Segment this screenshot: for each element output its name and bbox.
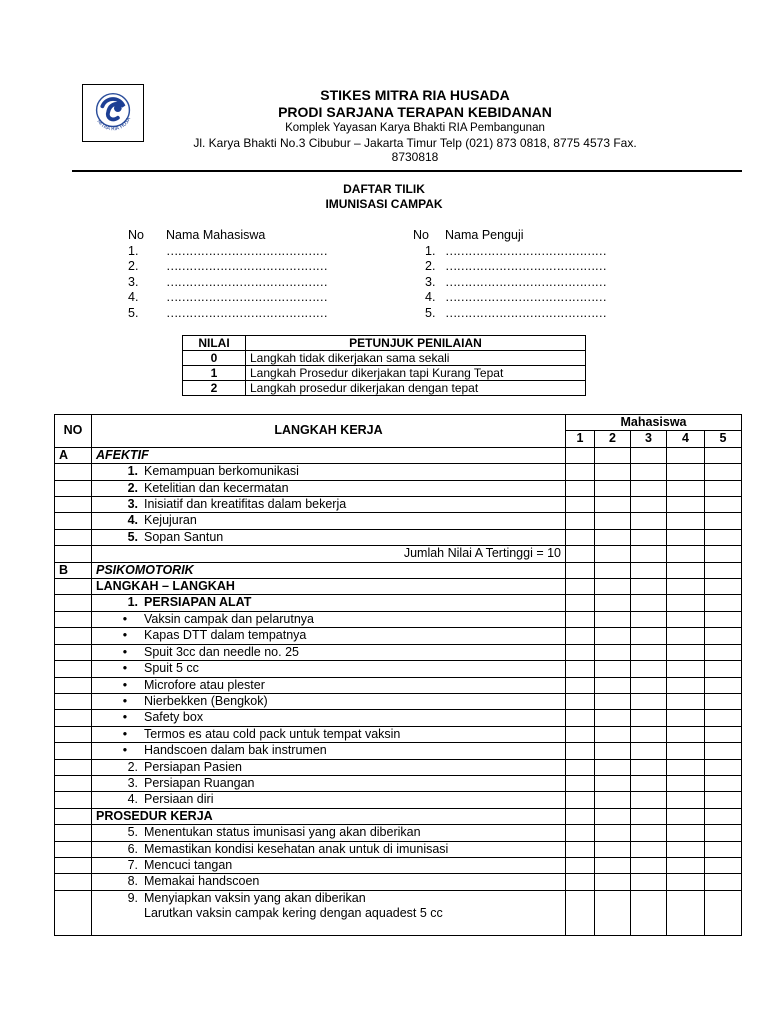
score-cell[interactable] (631, 497, 667, 513)
score-cell[interactable] (705, 857, 742, 873)
score-cell[interactable] (566, 857, 595, 873)
bullet-icon: • (122, 661, 128, 676)
table-row: 2. Ketelitian dan kecermatan (55, 480, 742, 496)
student-name-header: Nama Mahasiswa (166, 228, 266, 242)
score-cell[interactable] (631, 546, 667, 562)
list-item: 1. …………………………………… (425, 243, 606, 258)
score-cell[interactable] (705, 726, 742, 742)
score-cell[interactable] (667, 447, 705, 463)
score-cell[interactable] (667, 628, 705, 644)
logo-text: MITRA RIA HUSA (95, 116, 133, 133)
bullet-icon: • (122, 743, 128, 758)
score-cell[interactable] (667, 579, 705, 595)
score-cell[interactable] (631, 808, 667, 824)
score-cell[interactable] (705, 693, 742, 709)
score-cell[interactable] (631, 759, 667, 775)
score-cell[interactable] (667, 775, 705, 791)
name-field[interactable]: …………………………………… (166, 243, 327, 258)
table-row: • Handscoen dalam bak instrumen (55, 743, 742, 759)
score-cell[interactable] (631, 595, 667, 611)
table-row: 6. Memastikan kondisi kesehatan anak untuk di imunisasi (55, 841, 742, 857)
program-name: PRODI SARJANA TERAPAN KEBIDANAN (278, 104, 552, 120)
table-row: 7. Mencuci tangan (55, 857, 742, 873)
score-cell[interactable] (566, 480, 595, 496)
bullet-icon: • (122, 677, 128, 692)
score-cell[interactable] (566, 529, 595, 545)
score-cell[interactable] (595, 792, 631, 808)
score-cell[interactable] (631, 693, 667, 709)
list-item: 5. …………………………………… (128, 305, 327, 320)
score-cell[interactable] (595, 497, 631, 513)
score-cell[interactable] (595, 890, 631, 935)
total-row: Jumlah Nilai A Tertinggi = 10 (55, 546, 742, 562)
list-item: 5. …………………………………… (425, 305, 606, 320)
score-cell[interactable] (667, 710, 705, 726)
score-cell[interactable] (705, 825, 742, 841)
table-row: 2 Langkah prosedur dikerjakan dengan tepat (183, 381, 586, 396)
score-cell[interactable] (705, 661, 742, 677)
list-item: 2. …………………………………… (425, 259, 606, 273)
score-cell[interactable] (705, 775, 742, 791)
score-cell[interactable] (595, 874, 631, 890)
score-cell[interactable] (667, 513, 705, 529)
score-cell[interactable] (595, 513, 631, 529)
name-field[interactable]: …………………………………… (166, 290, 327, 304)
student-col-3: 3 (631, 431, 667, 447)
complex-name: Komplek Yayasan Karya Bhakti RIA Pembangunan (285, 122, 545, 134)
document-subtitle: IMUNISASI CAMPAK (325, 197, 443, 211)
list-item: 2. …………………………………… (128, 259, 327, 273)
table-row: 0 Langkah tidak dikerjakan sama sekali (183, 351, 586, 366)
score-cell[interactable] (566, 513, 595, 529)
score-cell[interactable] (705, 480, 742, 496)
subsection-row: PROSEDUR KERJA (55, 808, 742, 824)
table-row: 3. Persiapan Ruangan (55, 775, 742, 791)
section-row-b: B PSIKOMOTORIK (55, 562, 742, 578)
score-cell[interactable] (667, 743, 705, 759)
score-cell[interactable] (566, 792, 595, 808)
score-cell[interactable] (631, 480, 667, 496)
score-cell[interactable] (566, 710, 595, 726)
examiner-no-header: No (413, 228, 429, 242)
table-row: 9. Menyiapkan vaksin yang akan diberikan Larutkan vaksin campak kering dengan aquadest 5 cc (55, 890, 742, 935)
table-row: 1. Kemampuan berkomunikasi (55, 464, 742, 480)
institution-name: STIKES MITRA RIA HUSADA (320, 87, 510, 103)
score-cell[interactable] (705, 546, 742, 562)
bullet-icon: • (122, 611, 128, 626)
table-row: 3. Inisiatif dan kreatifitas dalam bekerja (55, 497, 742, 513)
score-cell[interactable] (631, 611, 667, 627)
score-cell[interactable] (566, 611, 595, 627)
score-cell[interactable] (595, 857, 631, 873)
address-line-2: 8730818 (391, 150, 439, 164)
score-cell[interactable] (705, 595, 742, 611)
score-cell[interactable] (631, 447, 667, 463)
score-cell[interactable] (667, 792, 705, 808)
score-cell[interactable] (667, 857, 705, 873)
score-cell[interactable] (705, 611, 742, 627)
score-cell[interactable] (566, 693, 595, 709)
score-cell[interactable] (595, 808, 631, 824)
table-row: • Spuit 3cc dan needle no. 25 (55, 644, 742, 660)
list-item: 3. …………………………………… (128, 274, 327, 289)
table-row: 5. Sopan Santun (55, 529, 742, 545)
score-cell[interactable] (631, 579, 667, 595)
table-row: 2. Persiapan Pasien (55, 759, 742, 775)
table-row: • Termos es atau cold pack untuk tempat vaksin (55, 726, 742, 742)
address-line-1: Jl. Karya Bhakti No.3 Cibubur – Jakarta Timur Telp (021) 873 0818, 8775 4573 Fax. (193, 136, 637, 150)
name-field[interactable]: …………………………………… (166, 305, 327, 320)
score-cell[interactable] (631, 628, 667, 644)
score-cell[interactable] (667, 562, 705, 578)
score-cell[interactable] (705, 808, 742, 824)
score-cell[interactable] (566, 562, 595, 578)
name-field[interactable]: …………………………………… (445, 243, 606, 258)
examiner-list (413, 228, 606, 321)
score-cell[interactable] (631, 775, 667, 791)
checklist-table (54, 414, 742, 936)
student-list (128, 228, 327, 321)
score-cell[interactable] (595, 841, 631, 857)
student-no-header: No (128, 228, 144, 242)
score-cell[interactable] (631, 726, 667, 742)
score-cell[interactable] (566, 464, 595, 480)
score-cell[interactable] (595, 579, 631, 595)
score-cell[interactable] (705, 579, 742, 595)
score-cell[interactable] (667, 890, 705, 935)
score-cell[interactable] (667, 874, 705, 890)
score-cell[interactable] (667, 644, 705, 660)
score-cell[interactable] (595, 726, 631, 742)
score-cell[interactable] (667, 841, 705, 857)
score-cell[interactable] (631, 562, 667, 578)
logo-mother-child-icon (83, 85, 143, 141)
score-cell[interactable] (595, 710, 631, 726)
table-row: • Spuit 5 cc (55, 661, 742, 677)
score-cell[interactable] (667, 480, 705, 496)
score-cell[interactable] (705, 759, 742, 775)
score-cell[interactable] (631, 644, 667, 660)
score-cell[interactable] (705, 644, 742, 660)
score-cell[interactable] (595, 825, 631, 841)
score-cell[interactable] (595, 644, 631, 660)
score-cell[interactable] (595, 480, 631, 496)
score-cell[interactable] (705, 562, 742, 578)
name-field[interactable]: …………………………………… (445, 305, 606, 320)
score-cell[interactable] (566, 546, 595, 562)
score-cell[interactable] (705, 513, 742, 529)
score-cell[interactable] (566, 595, 595, 611)
score-cell[interactable] (667, 693, 705, 709)
score-cell[interactable] (667, 464, 705, 480)
score-cell[interactable] (667, 808, 705, 824)
student-col-1: 1 (566, 431, 595, 447)
bullet-icon: • (122, 693, 128, 708)
score-cell[interactable] (595, 775, 631, 791)
score-cell[interactable] (705, 677, 742, 693)
score-cell[interactable] (667, 759, 705, 775)
score-cell[interactable] (595, 529, 631, 545)
score-cell[interactable] (631, 857, 667, 873)
section-row-a: A AFEKTIF (55, 447, 742, 463)
score-cell[interactable] (595, 464, 631, 480)
legend-header-nilai: NILAI (183, 336, 246, 351)
score-cell[interactable] (566, 759, 595, 775)
score-cell[interactable] (705, 497, 742, 513)
table-row: 1 Langkah Prosedur dikerjakan tapi Kurang Tepat (183, 366, 586, 381)
score-cell[interactable] (667, 497, 705, 513)
table-row: 5. Menentukan status imunisasi yang akan diberikan (55, 825, 742, 841)
score-cell[interactable] (667, 677, 705, 693)
score-cell[interactable] (631, 743, 667, 759)
score-cell[interactable] (631, 677, 667, 693)
column-header-langkah: LANGKAH KERJA (92, 415, 566, 448)
table-row: 8. Memakai handscoen (55, 874, 742, 890)
student-col-4: 4 (667, 431, 705, 447)
score-cell[interactable] (566, 743, 595, 759)
score-cell[interactable] (631, 464, 667, 480)
bullet-icon: • (122, 726, 128, 741)
subsection-row: LANGKAH – LANGKAH (55, 579, 742, 595)
name-field[interactable]: …………………………………… (445, 274, 606, 289)
score-cell[interactable] (631, 792, 667, 808)
score-cell[interactable] (631, 661, 667, 677)
score-cell[interactable] (705, 628, 742, 644)
score-cell[interactable] (595, 759, 631, 775)
score-cell[interactable] (566, 775, 595, 791)
section-title: AFEKTIF (92, 447, 566, 463)
list-item: 3. …………………………………… (425, 274, 606, 289)
score-cell[interactable] (705, 447, 742, 463)
bullet-icon: • (122, 628, 128, 643)
bullet-icon: • (122, 644, 128, 659)
score-cell[interactable] (631, 841, 667, 857)
list-item: 4. …………………………………… (128, 290, 327, 304)
table-row: • Safety box (55, 710, 742, 726)
score-cell[interactable] (705, 874, 742, 890)
score-cell[interactable] (595, 628, 631, 644)
score-cell[interactable] (631, 529, 667, 545)
table-row: • Vaksin campak dan pelarutnya (55, 611, 742, 627)
name-field[interactable]: …………………………………… (166, 274, 327, 289)
subsection-row: 1. PERSIAPAN ALAT (55, 595, 742, 611)
score-cell[interactable] (667, 546, 705, 562)
list-item: 1. …………………………………… (128, 243, 327, 258)
score-cell[interactable] (595, 611, 631, 627)
score-cell[interactable] (566, 447, 595, 463)
examiner-name-header: Nama Penguji (445, 228, 524, 242)
table-row: 4. Persiaan diri (55, 792, 742, 808)
score-cell[interactable] (595, 562, 631, 578)
student-col-2: 2 (595, 431, 631, 447)
score-cell[interactable] (566, 644, 595, 660)
score-cell[interactable] (705, 792, 742, 808)
header-divider (72, 170, 742, 172)
list-item: 4. …………………………………… (425, 290, 606, 304)
score-cell[interactable] (566, 677, 595, 693)
score-cell[interactable] (705, 890, 742, 935)
score-cell[interactable] (667, 661, 705, 677)
score-cell[interactable] (595, 661, 631, 677)
score-cell[interactable] (566, 825, 595, 841)
column-header-no: NO (55, 415, 92, 448)
score-cell[interactable] (566, 726, 595, 742)
bullet-icon: • (122, 710, 128, 725)
section-title: PSIKOMOTORIK (92, 562, 566, 578)
score-cell[interactable] (631, 890, 667, 935)
score-cell[interactable] (705, 464, 742, 480)
score-cell[interactable] (566, 841, 595, 857)
score-cell[interactable] (631, 825, 667, 841)
column-header-mahasiswa: Mahasiswa (566, 415, 742, 431)
name-field[interactable]: …………………………………… (445, 290, 606, 304)
score-cell[interactable] (566, 874, 595, 890)
table-row: • Microfore atau plester (55, 677, 742, 693)
score-cell[interactable] (667, 611, 705, 627)
score-cell[interactable] (595, 595, 631, 611)
score-cell[interactable] (595, 677, 631, 693)
score-cell[interactable] (705, 529, 742, 545)
score-cell[interactable] (566, 579, 595, 595)
score-cell[interactable] (566, 628, 595, 644)
score-cell[interactable] (595, 693, 631, 709)
score-cell[interactable] (566, 808, 595, 824)
score-cell[interactable] (667, 726, 705, 742)
name-field[interactable]: …………………………………… (445, 259, 606, 273)
name-field[interactable]: …………………………………… (166, 259, 327, 273)
score-cell[interactable] (705, 841, 742, 857)
score-cell[interactable] (595, 447, 631, 463)
score-cell[interactable] (667, 595, 705, 611)
score-cell[interactable] (705, 710, 742, 726)
score-cell[interactable] (667, 529, 705, 545)
student-col-5: 5 (705, 431, 742, 447)
score-cell[interactable] (631, 710, 667, 726)
score-cell[interactable] (595, 743, 631, 759)
score-cell[interactable] (631, 513, 667, 529)
table-row: 4. Kejujuran (55, 513, 742, 529)
legend-header-petunjuk: PETUNJUK PENILAIAN (246, 336, 586, 351)
score-cell[interactable] (705, 743, 742, 759)
document-title: DAFTAR TILIK (343, 182, 425, 196)
score-cell[interactable] (595, 546, 631, 562)
score-cell[interactable] (566, 890, 595, 935)
score-cell[interactable] (631, 874, 667, 890)
scoring-legend-table (182, 335, 586, 396)
table-row: • Nierbekken (Bengkok) (55, 693, 742, 709)
score-cell[interactable] (667, 825, 705, 841)
table-row: • Kapas DTT dalam tempatnya (55, 628, 742, 644)
score-cell[interactable] (566, 661, 595, 677)
institution-logo (82, 84, 144, 142)
score-cell[interactable] (566, 497, 595, 513)
